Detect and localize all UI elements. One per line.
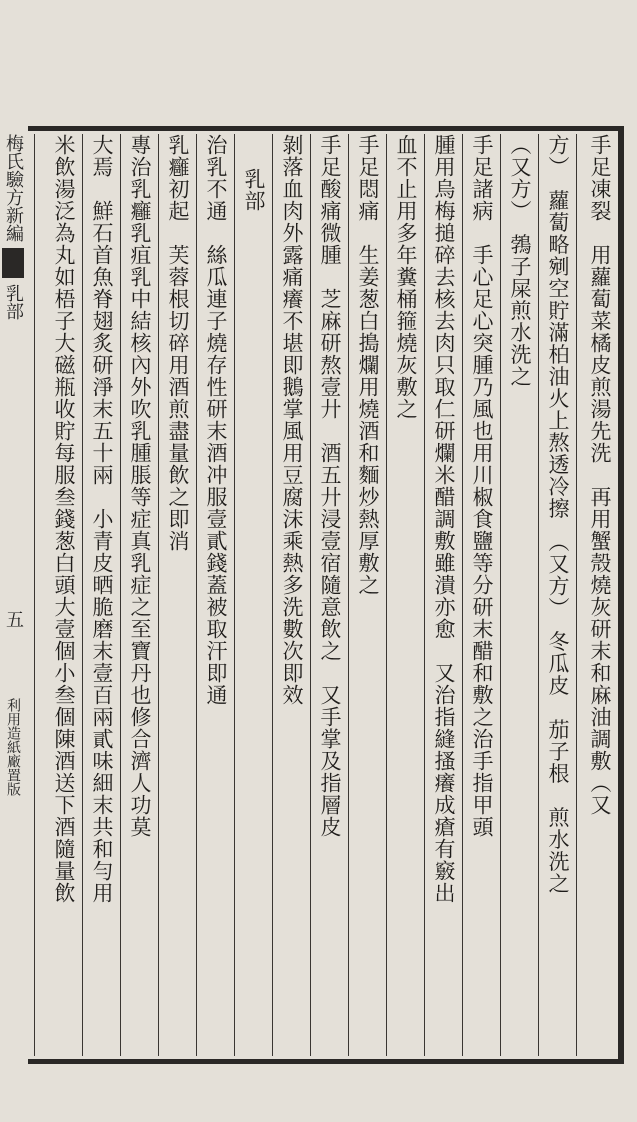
text-column-4: 手足諸病 手心足心突腫乃風也用川椒食鹽等分研末醋和敷之治手指甲頭 [470,134,494,838]
column-rule [462,134,463,1056]
column-rule [500,134,501,1056]
page-number: 五 [3,610,24,628]
column-rule [424,134,425,1056]
text-column-7: 手足悶痛 生姜葱白搗爛用燒酒和麵炒熱厚敷之 [356,134,380,596]
text-column-5: 腫用烏梅搥碎去核去肉只取仁研爛米醋調敷雖潰亦愈 又治指縫搔癢成瘡有竅出 [432,134,456,904]
book-title: 梅氏驗方新編 [3,134,24,242]
section-heading: 乳部 [242,168,266,212]
text-column-14: 大焉 鮮石首魚脊翅炙研淨末五十兩 小青皮晒脆磨末壹百兩貳味細末共和勻用 [90,134,114,904]
column-rule [196,134,197,1056]
column-rule [386,134,387,1056]
text-column-3: （又方） 鵓子屎煎水洗之 [508,134,532,388]
column-rule [158,134,159,1056]
text-column-12: 乳癰初起 芙蓉根切碎用酒煎盡量飲之即消 [166,134,190,552]
margin-column [0,134,26,1056]
column-rule [576,134,577,1056]
column-rule [348,134,349,1056]
column-rule [272,134,273,1056]
text-column-9: 剝落血肉外露痛癢不堪即鵝掌風用豆腐沫乘熱多洗數次即效 [280,134,304,706]
section-name: 乳部 [3,284,24,320]
text-column-1: 手足凍裂 用蘿蔔菜橘皮煎湯先洗 再用蟹殼燒灰研末和麻油調敷（又 [588,134,612,816]
text-column-2: 方） 蘿蔔略剜空貯滿柏油火上熬透冷擦 （又方） 冬瓜皮 茄子根 煎水洗之 [546,134,570,895]
column-rule [120,134,121,1056]
column-rule [34,134,35,1056]
text-column-6: 血不止用多年糞桶箍燒灰敷之 [394,134,418,420]
text-column-13: 專治乳癰乳疽乳中結核內外吹乳腫脹等症真乳症之至寶丹也修合濟人功莫 [128,134,152,838]
text-column-15: 米飲湯泛為丸如梧子大磁瓶收貯每服叁錢葱白頭大壹個小叁個陳酒送下酒隨量飲 [52,134,76,904]
column-rule [310,134,311,1056]
column-rule [538,134,539,1056]
printer-name: 利用造紙廠置版 [5,698,21,796]
fishtail-mark [2,248,24,278]
text-column-11: 治乳不通 絲瓜連子燒存性研末酒冲服壹貳錢蓋被取汗即通 [204,134,228,706]
text-column-8: 手足酸痛微腫 芝麻研熬壹廾 酒五廾浸壹宿隨意飲之 又手掌及指層皮 [318,134,342,838]
column-rule [82,134,83,1056]
column-rule [234,134,235,1056]
